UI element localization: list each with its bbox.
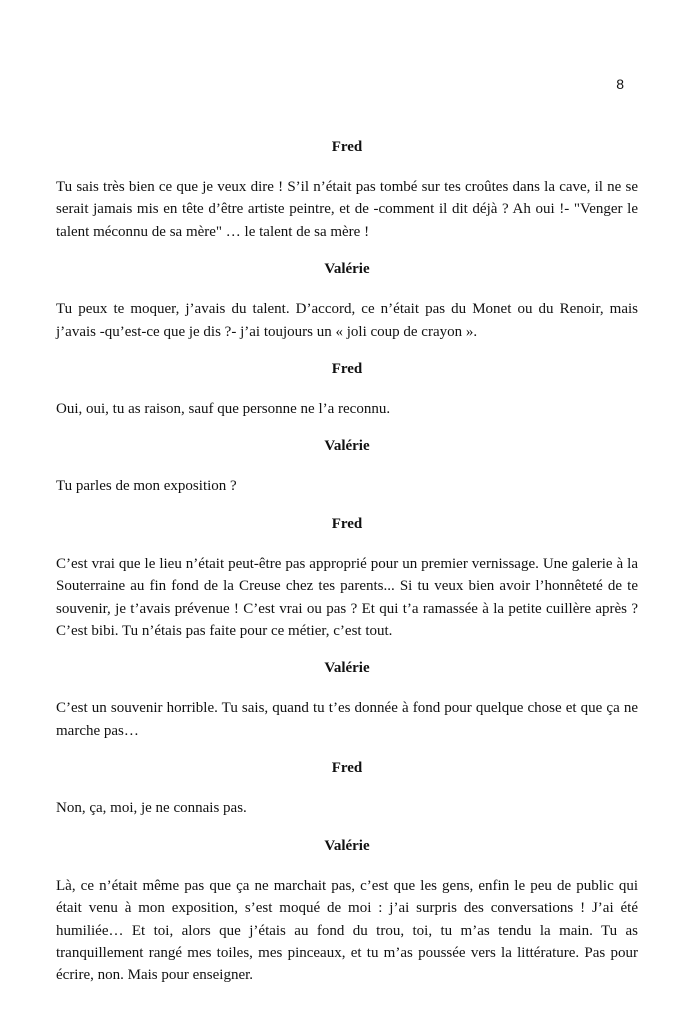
dialogue-line: Tu parles de mon exposition ?: [56, 478, 237, 495]
speaker-name: Fred: [331, 139, 363, 155]
speaker-name: Fred: [331, 361, 363, 378]
dialogue-line: Tu peux te moquer, j’avais du talent. D’accord, ce n’était pas du Monet ou du Renoir, mais j’avais -qu’est-ce que je dis ?- j’ai toujours un « joli coup de crayon ».: [56, 301, 638, 340]
speaker-name: Fred: [331, 760, 363, 777]
dialogue-line: C’est vrai que le lieu n’était peut-être pas approprié pour un premier vernissage. Une galerie à la Souterraine au fin fond de la Creuse chez tes parents... Si tu veux bien avoir l’honnêteté de te souvenir, je t’avais prévenue ! C’est vrai ou pas ? Et qui t’a ramassée à la petite cuillère après ? C’est bibi. Tu n’étais pas faite pour ce métier, c’est tout.: [56, 555, 638, 640]
dialogue-line: Oui, oui, tu as raison, sauf que personne ne l’a reconnu.: [56, 401, 391, 418]
speaker-name: Valérie: [324, 837, 370, 854]
speaker-name: Valérie: [324, 261, 370, 278]
speaker-name: Valérie: [324, 660, 370, 677]
dialogue-line: Non, ça, moi, je ne connais pas.: [56, 800, 247, 817]
dialogue-line: C’est un souvenir horrible. Tu sais, quand tu t’es donnée à fond pour quelque chose et que ça ne marche pas…: [56, 700, 638, 739]
speaker-name: Valérie: [324, 438, 370, 455]
script-content: [56, 136, 638, 1002]
page-number: 8: [616, 76, 624, 92]
dialogue-line: Là, ce n’était même pas que ça ne marchait pas, c’est que les gens, enfin le peu de public qui était venu à mon exposition, s’est moqué de moi : j’ai surpris des conversations ! J’ai été humiliée… Et toi, alors que j’étais au fond du trou, toi, tu m’as tendu la main. Tu as tranquillement rangé mes toiles, mes pinceaux, et tu m’as poussée vers la littérature. Pas pour écrire, non. Mais pour enseigner.: [56, 877, 638, 984]
dialogue-line: Tu sais très bien ce que je veux dire ! S’il n’était pas tombé sur tes croûtes dans la cave, il ne se serait jamais mis en tête d’être artiste peintre, et de -comment il dit déjà ? Ah oui !- "Venger le talent méconnu de sa mère" … le talent de sa mère !: [56, 179, 638, 240]
speaker-name: Fred: [331, 515, 363, 532]
